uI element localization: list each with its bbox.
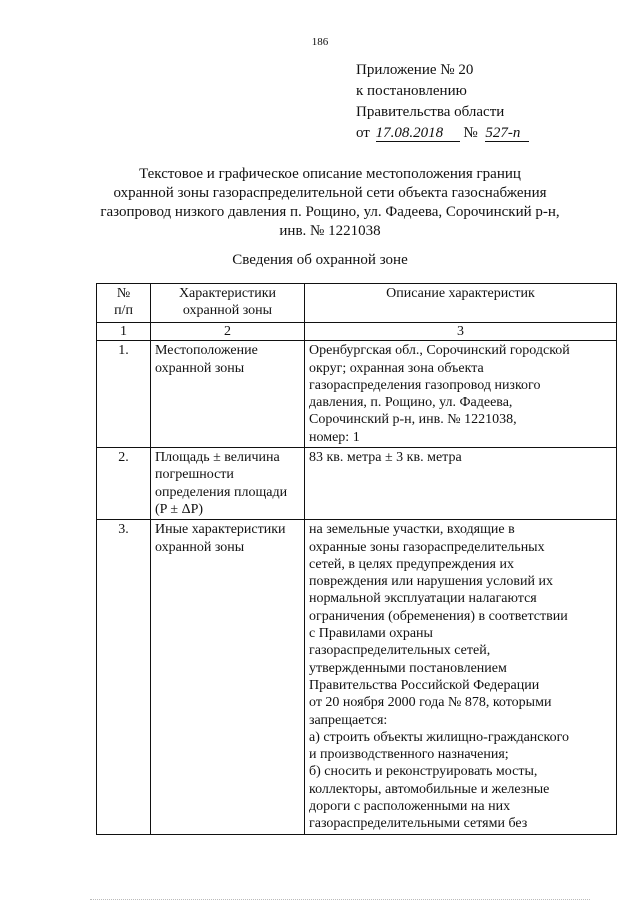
- row-characteristic: Площадь ± величина погрешности определения площади (P ± ΔP): [151, 448, 305, 520]
- title-line-1: Текстовое и графическое описание местоположения границ: [139, 166, 521, 182]
- annex-line-2: к постановлению: [356, 83, 467, 99]
- annex-date-label: от: [356, 125, 370, 141]
- row-characteristic: Местоположение охранной зоны: [151, 341, 305, 448]
- row-number: 1.: [97, 341, 151, 448]
- table-row: [97, 448, 617, 520]
- annex-line-3: Правительства области: [356, 104, 505, 120]
- header-description: Описание характеристик: [305, 284, 617, 323]
- page-number: 186: [311, 36, 329, 48]
- title-line-3: газопровод низкого давления п. Рощино, ул. Фадеева, Сорочинский р-н,: [100, 204, 560, 220]
- scan-artifact-line: [90, 899, 590, 902]
- annex-number-label: №: [463, 125, 478, 141]
- title-line-2: охранной зоны газораспределительной сети объекта газоснабжения: [113, 185, 547, 201]
- header-number: № п/п: [97, 284, 151, 323]
- row-characteristic: Иные характеристики охранной зоны: [151, 520, 305, 834]
- annex-date-handwritten: 17.08.2018: [376, 125, 460, 142]
- table-row: [97, 520, 617, 834]
- column-number-row: [97, 323, 617, 341]
- row-description: 83 кв. метра ± 3 кв. метра: [305, 448, 617, 520]
- row-description: Оренбургская обл., Сорочинский городской округ; охранная зона объекта газораспределения газопровод низкого давления, п. Рощино, ул. Фадеева, Сорочинский р-н, инв. № 1221038, номер: 1: [305, 341, 617, 448]
- column-number: 1: [97, 323, 151, 341]
- table-row: [97, 341, 617, 448]
- document-title: [60, 165, 600, 241]
- title-line-4: инв. № 1221038: [279, 223, 381, 239]
- column-number: 2: [151, 323, 305, 341]
- annex-line-4: [356, 123, 529, 144]
- row-number: 2.: [97, 448, 151, 520]
- annex-line-1: Приложение № 20: [356, 62, 474, 78]
- zone-info-table: [96, 283, 617, 835]
- annex-header: [356, 60, 529, 144]
- annex-number-handwritten: 527-п: [485, 125, 529, 142]
- header-characteristics: Характеристики охранной зоны: [151, 284, 305, 323]
- table-header-row: [97, 284, 617, 323]
- row-number: 3.: [97, 520, 151, 834]
- section-heading: Сведения об охранной зоне: [232, 252, 408, 268]
- row-description: на земельные участки, входящие в охранные зоны газораспределительных сетей, в целях предупреждения их повреждения или нарушения условий их нормальной эксплуатации налагаются ограничения (обременения) в соответствии с Правилами охраны газораспределительных сетей, утвержденными постановлением Правительства Российской Федерации от 20 ноября 2000 года № 878, которыми запрещается: а) строить объекты жилищно-гражданского и производственного назначения; б) сносить и реконструировать мосты, коллекторы, автомобильные и железные дороги с расположенными на них газораспределительными сетями без: [305, 520, 617, 834]
- column-number: 3: [305, 323, 617, 341]
